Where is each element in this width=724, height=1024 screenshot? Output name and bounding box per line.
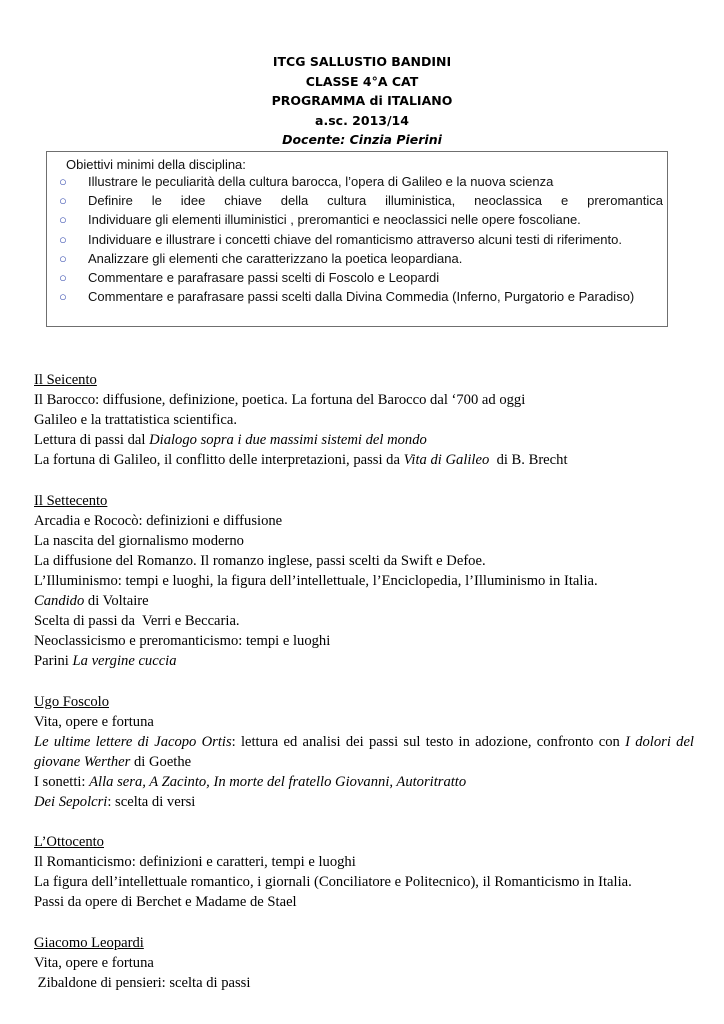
work-title: I dolori del giovane Werther xyxy=(34,733,694,770)
text-line: Dei Sepolcri: scelta di versi xyxy=(34,793,196,810)
text-line: Candido di Voltaire xyxy=(34,593,149,610)
program-title: PROGRAMMA di ITALIANO xyxy=(271,93,453,108)
section-title-settecento: Il Settecento xyxy=(34,492,108,509)
circle-bullet-icon: ○ xyxy=(59,193,67,209)
circle-bullet-icon: ○ xyxy=(59,250,67,266)
section-title-seicento: Il Seicento xyxy=(34,372,97,388)
objective-item: ○ Definire le idee chiave della cultura illuministica, neoclassica e preromantica xyxy=(59,193,663,209)
work-title: Dei Sepolcri xyxy=(34,793,108,810)
text-line: Lettura di passi dal Dialogo sopra i due massimi sistemi del mondo xyxy=(34,432,427,449)
text-line: Il Barocco: diffusione, definizione, poetica. La fortuna del Barocco dal ‘700 ad oggi xyxy=(34,392,526,409)
objective-item: ○ Commentare e parafrasare passi scelti di Foscolo e Leopardi xyxy=(59,269,440,285)
text-line: Passi da opere di Berchet e Madame de Stael xyxy=(34,894,297,911)
text-line: Il Romanticismo: definizioni e caratteri, tempi e luoghi xyxy=(34,854,356,871)
text-line: Arcadia e Rococò: definizioni e diffusione xyxy=(34,512,283,529)
text-line: Neoclassicismo e preromanticismo: tempi e luoghi xyxy=(34,633,331,650)
school-year: a.sc. 2013/14 xyxy=(315,112,409,128)
section-title-foscolo: Ugo Foscolo xyxy=(34,693,109,710)
program-content xyxy=(34,370,694,993)
section-title-ottocento: L’Ottocento xyxy=(34,834,104,851)
circle-bullet-icon: ○ xyxy=(59,174,67,189)
objective-item: ○ Illustrare le peculiarità della cultura barocca, l’opera di Galileo e la nuova scienza xyxy=(59,174,554,189)
circle-bullet-icon: ○ xyxy=(59,231,67,247)
text-line: Vita, opere e fortuna xyxy=(34,713,154,730)
document-header xyxy=(0,52,724,150)
objectives-list xyxy=(59,173,663,307)
work-title: Candido xyxy=(34,593,85,610)
circle-bullet-icon: ○ xyxy=(59,289,67,305)
work-title: Alla sera, A Zacinto, In morte del fratello Giovanni, Autoritratto xyxy=(89,773,467,790)
objective-item: ○ Individuare e illustrare i concetti chiave del romanticismo attraverso alcuni testi di riferimento. xyxy=(59,231,622,247)
text-line: L’Illuminismo: tempi e luoghi, la figura dell’intellettuale, l’Enciclopedia, l’Illuminismo in Italia. xyxy=(34,572,598,589)
objectives-box xyxy=(46,151,668,327)
objectives-title: Obiettivi minimi della disciplina: xyxy=(66,157,246,172)
objective-item: ○ Commentare e parafrasare passi scelti dalla Divina Commedia (Inferno, Purgatorio e Paradiso) xyxy=(59,289,635,305)
text-line: La nascita del giornalismo moderno xyxy=(34,532,244,549)
text-line: Galileo e la trattatistica scientifica. xyxy=(34,412,238,429)
work-title: Le ultime lettere di Jacopo Ortis xyxy=(34,733,232,750)
school-name: ITCG SALLUSTIO BANDINI xyxy=(272,54,452,69)
text-line: La diffusione del Romanzo. Il romanzo inglese, passi scelti da Swift e Defoe. xyxy=(34,552,486,569)
circle-bullet-icon: ○ xyxy=(59,269,67,285)
class-name: CLASSE 4°A CAT xyxy=(305,73,419,89)
text-line: Vita, opere e fortuna xyxy=(34,954,154,971)
teacher-name: Docente: Cinzia Pierini xyxy=(282,132,442,147)
work-title: Dialogo sopra i due massimi sistemi del mondo xyxy=(149,432,427,449)
circle-bullet-icon: ○ xyxy=(59,212,67,228)
text-line: Parini La vergine cuccia xyxy=(34,653,177,670)
text-line: I sonetti: Alla sera, A Zacinto, In morte del fratello Giovanni, Autoritratto xyxy=(34,773,467,790)
text-line: La fortuna di Galileo, il conflitto delle interpretazioni, passi da Vita di Galileo di B. Brecht xyxy=(34,452,568,469)
objective-item: ○ Individuare gli elementi illuministici , preromantici e neoclassici nelle opere foscoliane. xyxy=(59,212,581,228)
objective-item: ○ Analizzare gli elementi che caratterizzano la poetica leopardiana. xyxy=(59,250,463,266)
text-line: Zibaldone di pensieri: scelta di passi xyxy=(34,974,251,991)
work-title: La vergine cuccia xyxy=(72,653,177,670)
text-line: La figura dell’intellettuale romantico, i giornali (Conciliatore e Politecnico), il Romanticismo in Italia. xyxy=(34,874,632,891)
section-title-leopardi: Giacomo Leopardi xyxy=(34,934,144,951)
text-paragraph: Le ultime lettere di Jacopo Ortis: lettura ed analisi dei passi sul testo in adozione, confronto con I dolori del giovane Werther di Goethe xyxy=(34,733,694,770)
work-title: Vita di Galileo xyxy=(403,452,490,469)
text-line: Scelta di passi da Verri e Beccaria. xyxy=(34,613,240,630)
